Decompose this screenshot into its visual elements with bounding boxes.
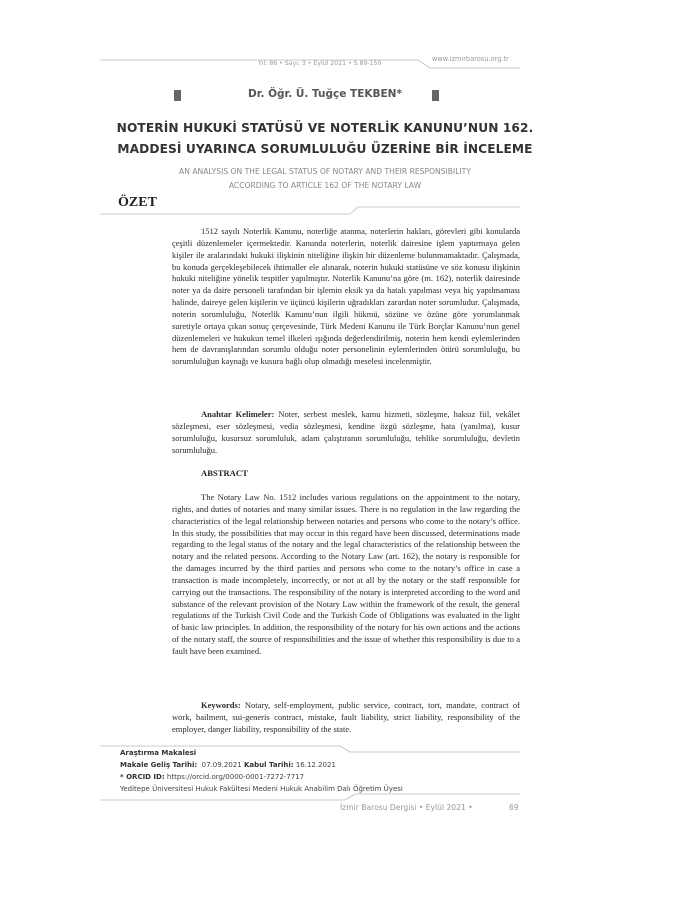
- article-title-line1: NOTERİN HUKUKİ STATÜSÜ VE NOTERLİK KANUNU’NUN 162.: [116, 121, 534, 135]
- received-label: Makale Geliş Tarihi:: [120, 761, 198, 769]
- english-title-line2: ACCORDING TO ARTICLE 162 OF THE NOTARY LAW: [228, 181, 422, 190]
- issue-meta: Yıl: 86 • Sayı: 3 • Eylül 2021 • S.89-150: [258, 60, 382, 67]
- accepted-label: Kabul Tarihi:: [243, 761, 294, 769]
- keywords-text: Notary, self-employment, public service, contract, tort, mandate, contract of work, bailment, sui-generis contract, mistake, fault liability, strict liability, responsibility of the employer, danger liability, responsibility of the state.: [172, 700, 520, 734]
- orcid-label: * ORCID ID:: [120, 773, 165, 781]
- abstract-body: [172, 492, 520, 658]
- english-title-line1: AN ANALYSIS ON THE LEGAL STATUS OF NOTARY AND THEIR RESPONSIBILITY: [179, 167, 471, 176]
- ozet-keywords: [172, 409, 520, 456]
- author-name: Dr. Öğr. Ü. Tuğçe TEKBEN*: [248, 88, 402, 100]
- accepted-date: 16.12.2021: [295, 761, 336, 769]
- ozet-text: 1512 sayılı Noterlik Kanunu, noterliğe atanma, noterlerin hakları, görevleri gibi konularda çeşitli düzenlemeler içermektedir. Kanunda noterlerin, noterlik dairesine işlem yaptırmaya gelen kişiler ile aralarındaki hukuki ilişkinin niteliğine ilişkin bir düzenleme bulunmamaktadır. Çalışmada, bu konuda gerçekleşebilecek ihtimaller ele alınarak, noterin hukuki statüsüne ve söz konusu ilişkinin hukuki niteliğine yönelik tespitler yapılmıştır. Noterlik Kanunu’na göre (m. 162), noterlik dairesinde noter ya da daire personeli tarafından bir işlemin eksik ya da hatalı yapılması veya hiç yapılmaması halinde, daireye gelen kişilerin ve üçüncü kişilerin uğradıkları zarardan noter sorumludur. Çalışmada, noterin sorumluluğu, Noterlik Kanunu’nun ilgili hükmü, sözüne ve özüne göre yorumlanmak suretiyle ortaya çıkan sonuç çerçevesinde, Türk Medeni Kanunu ile Türk Borçlar Kanunu’nun genel düzenlemeleri ve hukukun temel ilkeleri ışığında değerlendirilmiş, noterin hem kendi eylemlerinden hem de davranışlarından sorumlu olduğu noter personelinin eylemlerinden ötürü sorumluluğu, bu sorumluluğun kaynağı ve kusura bağlı olup olmadığı meselesi incelenmiştir.: [172, 226, 520, 367]
- abstract-keywords: [172, 700, 520, 736]
- keywords-label: Keywords:: [201, 700, 241, 710]
- article-footnote: [120, 747, 403, 795]
- page-number: 69: [509, 803, 519, 812]
- journal-url[interactable]: www.izmirbarosu.org.tr: [432, 55, 509, 63]
- received-date: 07.09.2021: [201, 761, 242, 769]
- keywords-label: Anahtar Kelimeler:: [201, 409, 275, 419]
- ozet-heading: ÖZET: [118, 195, 157, 210]
- affiliation: Yeditepe Üniversitesi Hukuk Fakültesi Medeni Hukuk Anabilim Dalı Öğretim Üyesi: [120, 785, 403, 793]
- journal-footer: İzmir Barosu Dergisi • Eylül 2021 •: [340, 803, 473, 812]
- ozet-body: [172, 226, 520, 368]
- abstract-text: The Notary Law No. 1512 includes various regulations on the appointment to the notary, rights, and duties of notaries and many similar issues. There is no regulation in the law regarding the characteristics of the legal relationship between notaries and persons who come to the notary’s office. In this study, the possibilities that may occur in this regard have been discussed, determinations made regarding to the legal status of the notary and the legal characteristics of the relationship between the notary and the related persons. According to the Notary Law (art. 162), the notary is responsible for the damages incurred by the third parties and persons who come to the notary’s office in case a transaction is made incompletely, incorrectly, or not at all by the notary or the staff responsible for carrying out the transactions. The responsibility of the notary is interpreted according to the word and substance of the relevant provision of the Notary Law within the framework of the result, the general regulations of the Turkish Civil Code and the Turkish Code of Obligations was evaluated in the light of basic law principles. In addition, the responsibility of the notary for his own actions and the actions of the notary staff, the source of responsibilities and the issue of whether this responsibility is due to a fault have been examined.: [172, 492, 520, 656]
- article-type: Araştırma Makalesi: [120, 749, 197, 757]
- orcid-link[interactable]: https://orcid.org/0000-0001-7272-7717: [166, 773, 305, 781]
- abstract-heading: ABSTRACT: [201, 468, 248, 478]
- article-title-line2: MADDESİ UYARINCA SORUMLULUĞU ÜZERİNE BİR İNCELEME: [117, 142, 533, 156]
- keywords-text: Noter, serbest meslek, kamu hizmeti, sözleşme, haksız fiil, vekâlet sözleşmesi, eser sözleşmesi, vedia sözleşmesi, kendine özgü sözleşme, hata (yanılma), kusur sorumluluğu, kusursuz sorumluluk, adam çalıştıranın sorumluluğu, tehlike sorumluluğu, devletin sorumluluğu.: [172, 409, 521, 455]
